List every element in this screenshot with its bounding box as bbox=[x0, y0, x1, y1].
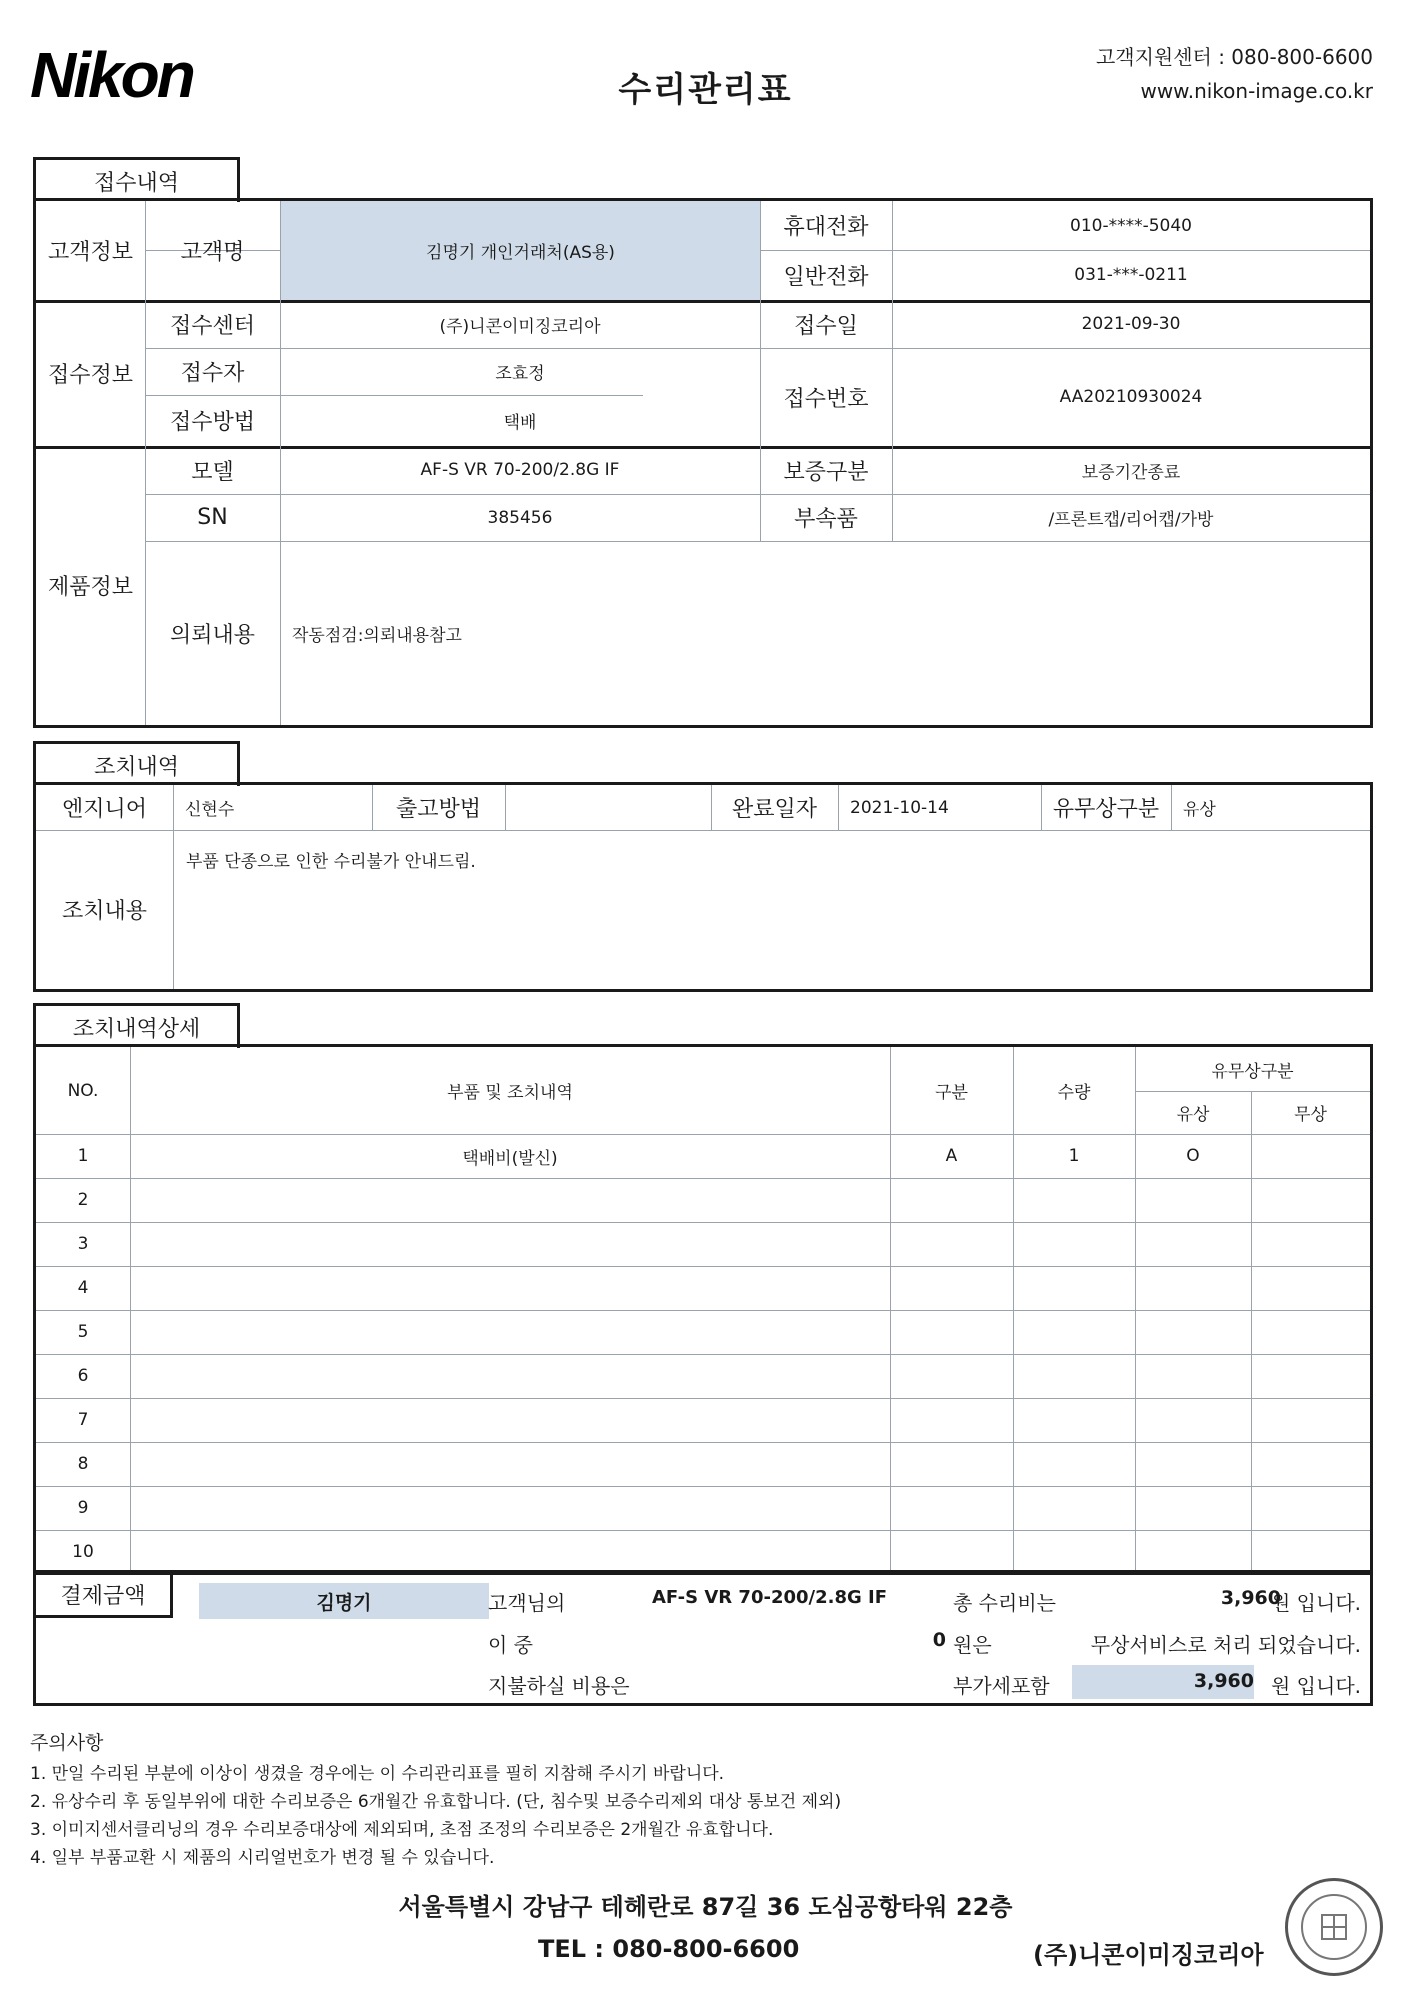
cell-type bbox=[890, 1310, 1013, 1354]
cell-qty bbox=[1013, 1530, 1135, 1574]
cell-paid bbox=[1135, 1442, 1251, 1486]
action-box bbox=[33, 782, 1373, 992]
method-label: 접수방법 bbox=[169, 410, 255, 435]
page-title: 수리관리표 bbox=[618, 70, 793, 110]
cell-paid bbox=[1135, 1266, 1251, 1310]
paid-type: 유상 bbox=[1183, 800, 1216, 820]
cell-qty bbox=[1013, 1222, 1135, 1266]
cell-qty bbox=[1013, 1266, 1135, 1310]
mobile-phone: 010-****-5040 bbox=[1070, 215, 1192, 236]
customer-info-label: 고객정보 bbox=[47, 240, 133, 265]
website-link[interactable]: www.nikon-image.co.kr bbox=[1140, 79, 1373, 103]
seal-icon bbox=[1301, 1894, 1367, 1960]
nikon-logo: Nikon bbox=[30, 39, 193, 111]
cell-qty bbox=[1013, 1398, 1135, 1442]
table-row bbox=[36, 1486, 1370, 1530]
accessories-label: 부속품 bbox=[794, 507, 858, 532]
model: AF-S VR 70-200/2.8G IF bbox=[420, 460, 620, 480]
cell-free bbox=[1251, 1178, 1370, 1222]
payment-box bbox=[33, 1570, 1373, 1706]
note-item: 1. 만일 수리된 부분에 이상이 생겼을 경우에는 이 수리관리표를 필히 지참해 주시기 바랍니다. bbox=[30, 1764, 725, 1784]
cell-qty bbox=[1013, 1442, 1135, 1486]
cell-no: 6 bbox=[77, 1366, 89, 1386]
date-label: 접수일 bbox=[794, 313, 858, 339]
cell-type bbox=[890, 1222, 1013, 1266]
action-detail-tab: 조치내역상세 bbox=[33, 1003, 240, 1048]
shipping-method bbox=[505, 785, 711, 830]
general-phone: 031-***-0211 bbox=[1074, 265, 1188, 285]
table-body bbox=[36, 1134, 1370, 1572]
cell-free bbox=[1251, 1398, 1370, 1442]
cell-paid bbox=[1135, 1486, 1251, 1530]
col-no: NO. bbox=[67, 1080, 99, 1101]
accessories: /프론트캡/리어캡/가방 bbox=[1048, 510, 1214, 530]
total-amount: 3,960 bbox=[1220, 1587, 1281, 1609]
product-info-label: 제품정보 bbox=[47, 575, 133, 600]
completion-date: 2021-10-14 bbox=[850, 797, 949, 818]
cell-type bbox=[890, 1398, 1013, 1442]
notes-list bbox=[30, 1760, 1230, 1872]
total-label: 총 수리비는 bbox=[953, 1591, 1056, 1615]
free-won: 원은 bbox=[953, 1633, 992, 1657]
table-row bbox=[36, 1398, 1370, 1442]
cell-no: 1 bbox=[77, 1146, 89, 1166]
table-row bbox=[36, 1442, 1370, 1486]
cell-qty: 1 bbox=[1068, 1146, 1080, 1166]
cell-no: 4 bbox=[77, 1278, 89, 1298]
engineer-label: 엔지니어 bbox=[61, 797, 147, 822]
paid-type-label: 유무상구분 bbox=[1052, 797, 1160, 822]
table-row bbox=[36, 1222, 1370, 1266]
cell-type bbox=[890, 1486, 1013, 1530]
col-qty: 수량 bbox=[1057, 1083, 1091, 1103]
col-part: 부품 및 조치내역 bbox=[447, 1083, 573, 1103]
engineer: 신현수 bbox=[185, 800, 235, 820]
cell-paid bbox=[1135, 1222, 1251, 1266]
cell-no: 2 bbox=[77, 1190, 89, 1210]
table-row bbox=[36, 1134, 1370, 1178]
cell-free bbox=[1251, 1530, 1370, 1574]
request-label: 의뢰내용 bbox=[169, 622, 255, 648]
cell-no: 5 bbox=[77, 1322, 89, 1342]
cell-part bbox=[130, 1310, 890, 1354]
action-detail: 부품 단종으로 인한 수리불가 안내드림. bbox=[186, 852, 476, 872]
payable-amount: 3,960 bbox=[1193, 1670, 1254, 1692]
reception-date: 2021-09-30 bbox=[1081, 314, 1181, 334]
cell-part bbox=[130, 1222, 890, 1266]
model-label: 모델 bbox=[191, 459, 234, 485]
payable-label: 지불하실 비용은 bbox=[488, 1674, 630, 1698]
table-row bbox=[36, 1310, 1370, 1354]
col-paid-group: 유무상구분 bbox=[1211, 1061, 1294, 1082]
cell-part bbox=[130, 1486, 890, 1530]
customer-name: 김명기 개인거래처(AS용) bbox=[281, 201, 760, 300]
cell-no: 9 bbox=[77, 1498, 89, 1518]
free-text: 무상서비스로 처리 되었습니다. bbox=[1090, 1633, 1361, 1657]
receiver: 조효정 bbox=[495, 364, 545, 384]
cell-paid: O bbox=[1186, 1146, 1200, 1166]
action-tab: 조치내역 bbox=[33, 741, 240, 786]
cell-type bbox=[890, 1178, 1013, 1222]
cell-no: 8 bbox=[77, 1454, 89, 1474]
cell-type bbox=[890, 1530, 1013, 1574]
cell-part bbox=[130, 1530, 890, 1574]
contact-info bbox=[1096, 40, 1373, 108]
company-tel: TEL : 080-800-6600 bbox=[538, 1935, 800, 1963]
company-address: 서울특별시 강남구 테헤란로 87길 36 도심공항타워 22층 bbox=[398, 1893, 1013, 1921]
cell-qty bbox=[1013, 1178, 1135, 1222]
reception-number: AA20210930024 bbox=[1059, 387, 1203, 407]
reception-center: (주)니콘이미징코리아 bbox=[439, 316, 601, 337]
free-amount: 0 bbox=[932, 1629, 946, 1651]
cell-no: 10 bbox=[72, 1542, 94, 1562]
note-item: 2. 유상수리 후 동일부위에 대한 수리보증은 6개월간 유효합니다. (단, 침수및 보증수리제외 대상 통보건 제외) bbox=[30, 1792, 842, 1812]
cell-paid bbox=[1135, 1310, 1251, 1354]
cell-free bbox=[1251, 1442, 1370, 1486]
col-paid: 유상 bbox=[1176, 1105, 1210, 1125]
company-name: (주)니콘이미징코리아 bbox=[1033, 1941, 1264, 1969]
note-item: 3. 이미지센서클리닝의 경우 수리보증대상에 제외되며, 초점 조정의 수리보증은 2개월간 유효합니다. bbox=[30, 1820, 774, 1840]
table-row bbox=[36, 1354, 1370, 1398]
payable-won: 원 입니다. bbox=[1271, 1674, 1361, 1698]
payment-tab: 결제금액 bbox=[36, 1573, 173, 1618]
customer-name-label: 고객명 bbox=[180, 240, 245, 265]
table-row bbox=[36, 1178, 1370, 1222]
warranty: 보증기간종료 bbox=[1081, 462, 1181, 483]
cell-paid bbox=[1135, 1398, 1251, 1442]
cell-part bbox=[130, 1398, 890, 1442]
cell-type bbox=[890, 1442, 1013, 1486]
cell-type: A bbox=[945, 1146, 958, 1166]
cell-part bbox=[130, 1442, 890, 1486]
completion-label: 완료일자 bbox=[731, 797, 817, 822]
support-center: 고객지원센터 : 080-800-6600 bbox=[1095, 45, 1373, 69]
cell-part bbox=[130, 1354, 890, 1398]
receipt-info-label: 접수정보 bbox=[47, 362, 133, 388]
cell-part: 택배비(발신) bbox=[462, 1148, 558, 1169]
company-seal-stamp bbox=[1285, 1878, 1383, 1976]
table-row bbox=[36, 1530, 1370, 1574]
mobile-label: 휴대전화 bbox=[783, 215, 869, 240]
cell-part bbox=[130, 1178, 890, 1222]
warranty-label: 보증구분 bbox=[783, 459, 869, 485]
cell-qty bbox=[1013, 1354, 1135, 1398]
cell-free bbox=[1251, 1222, 1370, 1266]
cell-no: 7 bbox=[77, 1410, 89, 1430]
request-content: 작동점검:의뢰내용참고 bbox=[292, 625, 462, 646]
note-item: 4. 일부 부품교환 시 제품의 시리얼번호가 변경 될 수 있습니다. bbox=[30, 1848, 495, 1868]
notes-title: 주의사항 bbox=[30, 1732, 104, 1754]
of-which: 이 중 bbox=[488, 1633, 533, 1657]
reception-tab: 접수내역 bbox=[33, 157, 240, 202]
shipping-label: 출고방법 bbox=[395, 797, 481, 822]
col-free: 무상 bbox=[1294, 1105, 1327, 1125]
vat-label: 부가세포함 bbox=[953, 1674, 1050, 1698]
table-row bbox=[36, 1266, 1370, 1310]
cell-part bbox=[130, 1266, 890, 1310]
col-type: 구분 bbox=[935, 1083, 968, 1103]
serial-number: 385456 bbox=[487, 507, 553, 528]
cell-type bbox=[890, 1354, 1013, 1398]
receiver-label: 접수자 bbox=[180, 361, 245, 386]
cell-paid bbox=[1135, 1354, 1251, 1398]
cell-paid bbox=[1135, 1530, 1251, 1574]
cell-free bbox=[1251, 1486, 1370, 1530]
cell-no: 3 bbox=[77, 1234, 89, 1254]
center-label: 접수센터 bbox=[169, 313, 255, 339]
total-won: 원 입니다. bbox=[1271, 1591, 1361, 1615]
cell-free bbox=[1251, 1134, 1370, 1178]
cell-free bbox=[1251, 1354, 1370, 1398]
cell-type bbox=[890, 1266, 1013, 1310]
detail-label: 조치내용 bbox=[61, 899, 147, 924]
cell-qty bbox=[1013, 1486, 1135, 1530]
parts-table bbox=[33, 1044, 1373, 1575]
sn-label: SN bbox=[197, 505, 228, 530]
cell-free bbox=[1251, 1266, 1370, 1310]
payment-model: AF-S VR 70-200/2.8G IF bbox=[652, 1587, 888, 1608]
customer-suffix: 고객님의 bbox=[488, 1591, 566, 1615]
payment-customer: 김명기 bbox=[199, 1583, 489, 1619]
cell-qty bbox=[1013, 1310, 1135, 1354]
cell-free bbox=[1251, 1310, 1370, 1354]
number-label: 접수번호 bbox=[783, 386, 869, 412]
phone-label: 일반전화 bbox=[783, 264, 869, 290]
reception-method: 택배 bbox=[503, 413, 537, 433]
cell-paid bbox=[1135, 1178, 1251, 1222]
reception-box bbox=[33, 198, 1373, 728]
